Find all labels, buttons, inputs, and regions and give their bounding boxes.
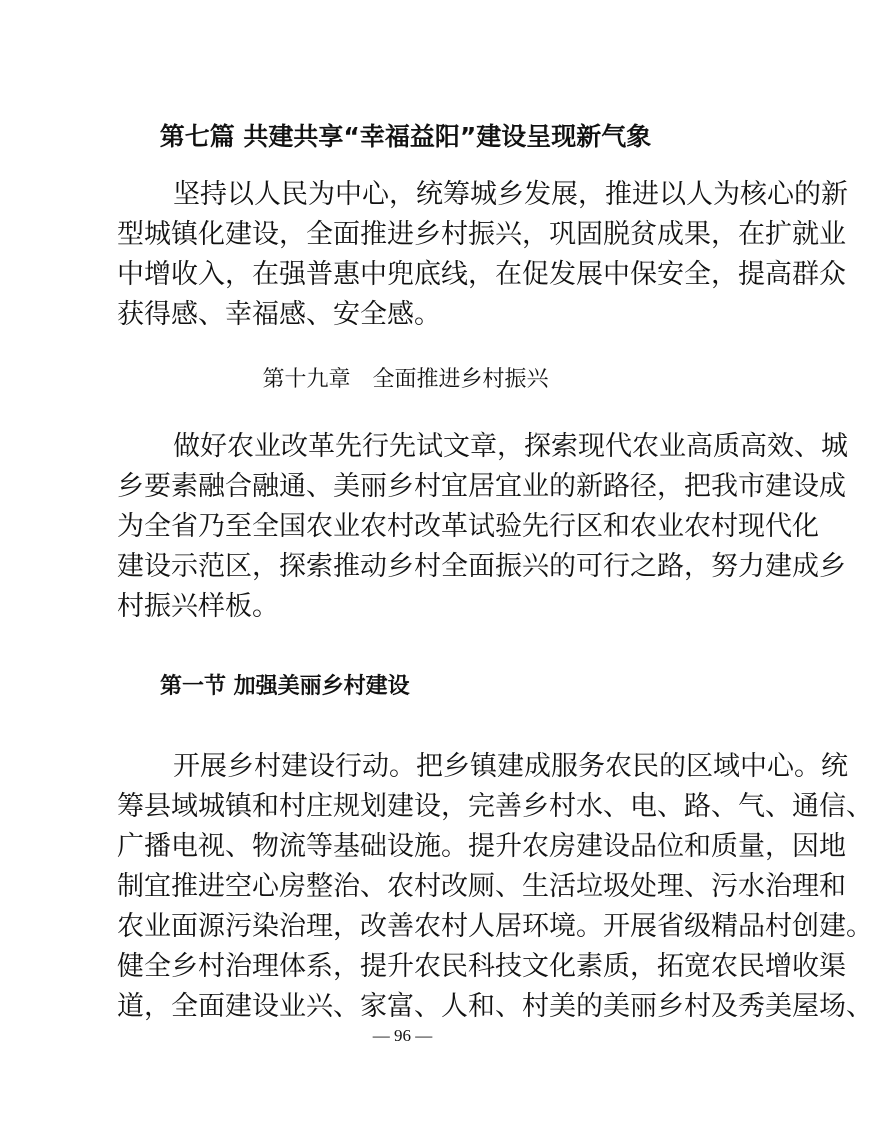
chapter-paragraph xyxy=(117,427,848,627)
page-number: — 96 — xyxy=(372,1026,433,1045)
intro-paragraph xyxy=(117,175,848,335)
paragraph-line: 建设示范区，探索推动乡村全面振兴的可行之路，努力建成乡 xyxy=(117,551,846,582)
paragraph-line: 制宜推进空心房整治、农村改厕、生活垃圾处理、污水治理和 xyxy=(117,871,846,902)
paragraph-line: 获得感、幸福感、安全感。 xyxy=(117,299,441,330)
chapter-title: 第十九章 全面推进乡村振兴 xyxy=(262,367,549,392)
paragraph-line: 道，全面建设业兴、家富、人和、村美的美丽乡村及秀美屋场、 xyxy=(117,991,873,1022)
paragraph-line: 中增收入，在强普惠中兜底线，在促发展中保安全，提高群众 xyxy=(117,259,846,290)
paragraph-line: 广播电视、物流等基础设施。提升农房建设品位和质量，因地 xyxy=(117,831,846,862)
part-title: 第七篇 共建共享“幸福益阳”建设呈现新气象 xyxy=(159,122,652,151)
paragraph-line: 村振兴样板。 xyxy=(117,591,279,622)
paragraph-line: 坚持以人民为中心，统筹城乡发展，推进以人为核心的新 xyxy=(173,179,848,210)
paragraph-line: 型城镇化建设，全面推进乡村振兴，巩固脱贫成果，在扩就业 xyxy=(117,219,846,250)
section-title: 第一节 加强美丽乡村建设 xyxy=(160,674,410,699)
paragraph-line: 筹县域城镇和村庄规划建设，完善乡村水、电、路、气、通信、 xyxy=(117,791,873,822)
paragraph-line: 农业面源污染治理，改善农村人居环境。开展省级精品村创建。 xyxy=(117,911,873,942)
section-paragraph xyxy=(117,747,873,1027)
paragraph-line: 乡要素融合融通、美丽乡村宜居宜业的新路径，把我市建设成 xyxy=(117,471,846,502)
paragraph-line: 做好农业改革先行先试文章，探索现代农业高质高效、城 xyxy=(173,431,848,462)
paragraph-line: 开展乡村建设行动。把乡镇建成服务农民的区域中心。统 xyxy=(173,751,848,782)
paragraph-line: 为全省乃至全国农业农村改革试验先行区和农业农村现代化 xyxy=(117,511,819,542)
paragraph-line: 健全乡村治理体系，提升农民科技文化素质，拓宽农民增收渠 xyxy=(117,951,846,982)
